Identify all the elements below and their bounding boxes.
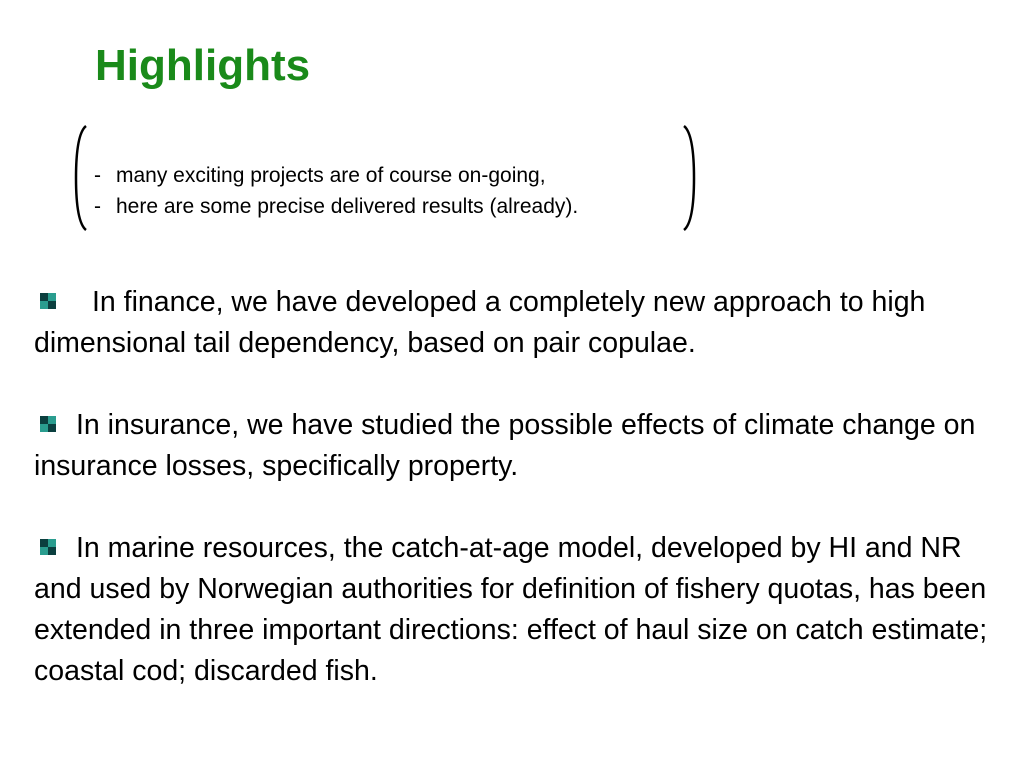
- notes-list: [94, 160, 578, 222]
- bullet-item-marine: [34, 528, 994, 692]
- bullet-item-finance: [34, 282, 994, 364]
- bullet-item-insurance: [34, 405, 994, 487]
- bracketed-notes: [72, 124, 698, 232]
- bullet-text: In insurance, we have studied the possible effects of climate change on insurance losses, specifically property.: [34, 409, 976, 482]
- bullet-list: [34, 282, 994, 692]
- note-text: here are some precise delivered results (already).: [116, 195, 579, 218]
- bullet-text: In marine resources, the catch-at-age model, developed by HI and NR and used by Norwegian authorities for definition of fishery quotas, has been extended in three important directions: effect of haul size on catch estimate; coastal cod; discarded fish.: [34, 532, 988, 687]
- note-dash: -: [94, 164, 101, 187]
- slide-title: Highlights: [95, 41, 311, 90]
- note-line: [94, 160, 578, 191]
- bullet-text: In finance, we have developed a completely new approach to high dimensional tail dependency, based on pair copulae.: [34, 286, 926, 359]
- square-bullet-icon: [40, 293, 56, 309]
- square-bullet-icon: [40, 539, 56, 555]
- note-line: [94, 191, 578, 222]
- note-dash: -: [94, 195, 101, 218]
- square-bullet-icon: [40, 416, 56, 432]
- note-text: many exciting projects are of course on-going,: [116, 164, 546, 187]
